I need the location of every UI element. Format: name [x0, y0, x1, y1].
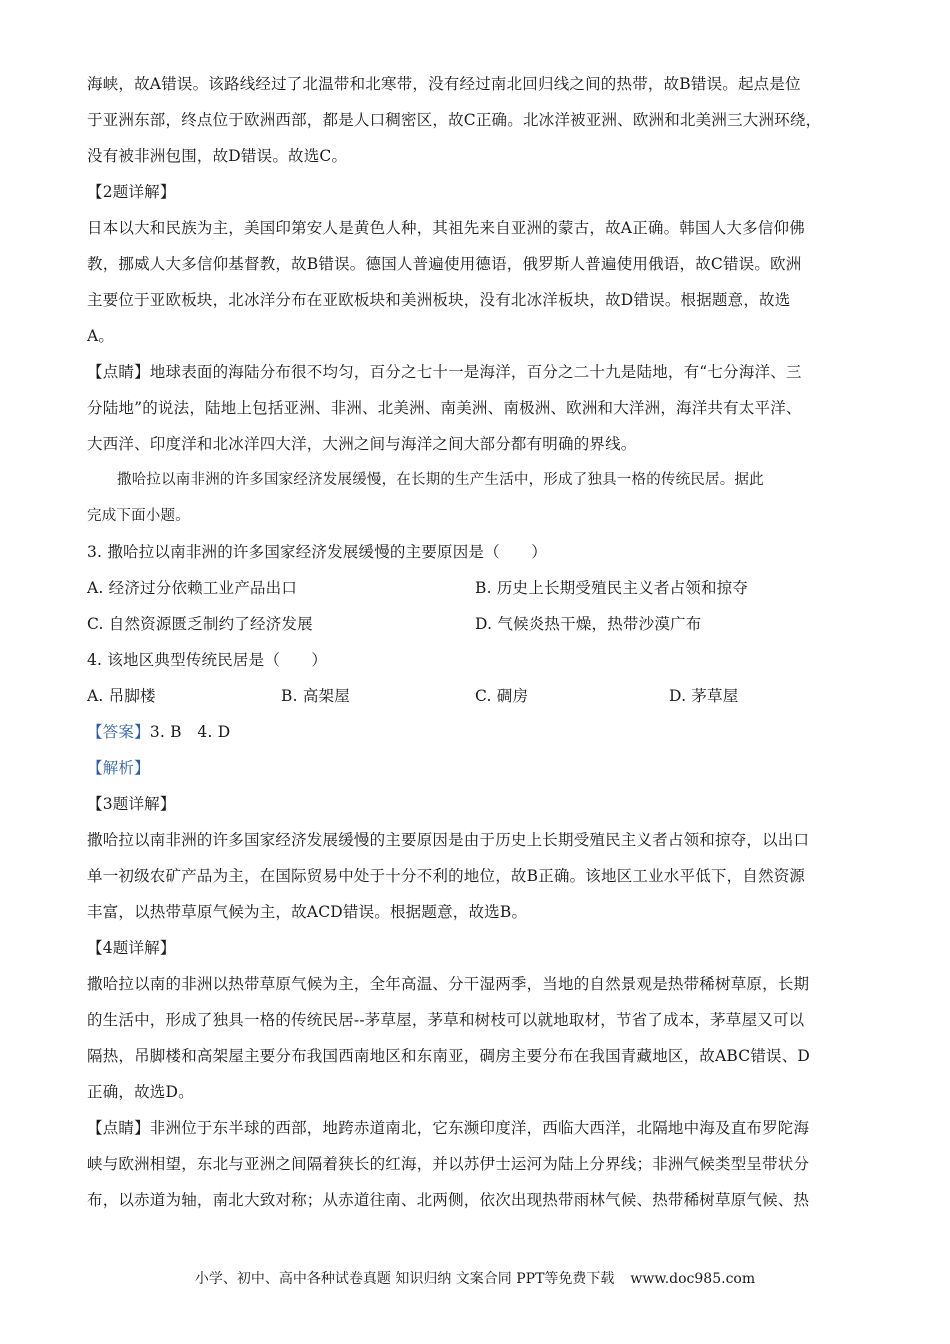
document-body [87, 66, 863, 1218]
option-c: C. 碉房 [475, 687, 529, 705]
text-line: 正确，故选D。 [87, 1083, 194, 1101]
option-d: D. 气候炎热干燥，热带沙漠广布 [475, 615, 702, 633]
text-line: 隔热，吊脚楼和高架屋主要分布我国西南地区和东南亚，碉房主要分布在我国青藏地区，故ABC错误、D [87, 1047, 811, 1065]
text-line: 于亚洲东部，终点位于欧洲西部，都是人口稠密区，故C正确。北冰洋被亚洲、欧洲和北美洲三大洲环绕， [87, 111, 822, 129]
analysis-line [87, 750, 863, 786]
text-line: 布，以赤道为轴，南北大致对称；从赤道往南、北两侧，依次出现热带雨林气候、热带稀树草原气候、热 [87, 1191, 810, 1209]
option-a: A. 经济过分依赖工业产品出口 [87, 579, 298, 597]
section-heading-q3: 【3题详解】 [87, 795, 176, 813]
option-d: D. 茅草屋 [669, 687, 739, 705]
page-footer [0, 1268, 950, 1288]
option-a: A. 吊脚楼 [87, 687, 156, 705]
question-4-options-row [87, 678, 863, 714]
option-c: C. 自然资源匮乏制约了经济发展 [87, 615, 313, 633]
intro-line: 完成下面小题。 [87, 508, 190, 524]
text-line: 撒哈拉以南非洲的许多国家经济发展缓慢的主要原因是由于历史上长期受殖民主义者占领和掠夺，以出口 [87, 831, 810, 849]
text-line: 单一初级农矿产品为主，在国际贸易中处于十分不利的地位，故B正确。该地区工业水平低下，自然资源 [87, 867, 806, 885]
tip-line: 【点睛】非洲位于东半球的西部，地跨赤道南北，它东濒印度洋，西临大西洋，北隔地中海及直布罗陀海 [87, 1119, 810, 1137]
section-heading-q4: 【4题详解】 [87, 939, 176, 957]
text-line: 日本以大和民族为主，美国印第安人是黄色人种，其祖先来自亚洲的蒙古，故A正确。韩国人大多信仰佛 [87, 219, 805, 237]
text-line: 没有被非洲包围，故D错误。故选C。 [87, 147, 348, 165]
question-3-options-row [87, 570, 863, 606]
answer-line [87, 714, 863, 750]
text-line: 分陆地”的说法，陆地上包括亚洲、非洲、北美洲、南美洲、南极洲、欧洲和大洋洲，海洋共有太平洋、 [87, 399, 802, 417]
text-line: 峡与欧洲相望，东北与亚洲之间隔着狭长的红海，并以苏伊士运河为陆上分界线；非洲气候类型呈带状分 [87, 1155, 810, 1173]
option-b: B. 高架屋 [281, 687, 350, 705]
option-b: B. 历史上长期受殖民主义者占领和掠夺 [475, 579, 749, 597]
tip-line: 【点睛】地球表面的海陆分布很不均匀，百分之七十一是海洋，百分之二十九是陆地，有“七分海洋、三 [87, 363, 802, 381]
text-line: 主要位于亚欧板块，北冰洋分布在亚欧板块和美洲板块，没有北冰洋板块，故D错误。根据题意，故选 [87, 291, 791, 309]
answer-tag: 【答案】 [87, 723, 150, 741]
text-line: 丰富，以热带草原气候为主，故ACD错误。根据题意，故选B。 [87, 903, 528, 921]
text-line: 的生活中，形成了独具一格的传统民居--茅草屋，茅草和树枝可以就地取材，节省了成本，茅草屋又可以 [87, 1011, 805, 1029]
section-heading-q2: 【2题详解】 [87, 183, 176, 201]
question-3-stem: 3. 撒哈拉以南非洲的许多国家经济发展缓慢的主要原因是（ ） [87, 543, 547, 561]
text-line: A。 [87, 327, 115, 345]
answer-text: 3. B 4. D [149, 723, 231, 741]
text-line: 海峡，故A错误。该路线经过了北温带和北寒带，没有经过南北回归线之间的热带，故B错误。起点是位 [87, 75, 801, 93]
text-line: 撒哈拉以南的非洲以热带草原气候为主，全年高温、分干湿两季，当地的自然景观是热带稀树草原，长期 [87, 975, 810, 993]
footer-url[interactable]: www.doc985.com [630, 1271, 756, 1287]
question-3-options-row [87, 606, 863, 642]
text-line: 大西洋、印度洋和北冰洋四大洋，大洲之间与海洋之间大部分都有明确的界线。 [87, 435, 637, 453]
intro-line: 撒哈拉以南非洲的许多国家经济发展缓慢，在长期的生产生活中，形成了独具一格的传统民居。据此 [117, 472, 764, 488]
footer-text: 小学、初中、高中各种试卷真题 知识归纳 文案合同 PPT等免费下载 [194, 1271, 615, 1287]
question-4-stem: 4. 该地区典型传统民居是（ ） [87, 651, 328, 669]
text-line: 教，挪威人大多信仰基督教，故B错误。德国人普遍使用德语，俄罗斯人普遍使用俄语，故C错误。欧洲 [87, 255, 802, 273]
analysis-tag: 【解析】 [87, 759, 150, 777]
